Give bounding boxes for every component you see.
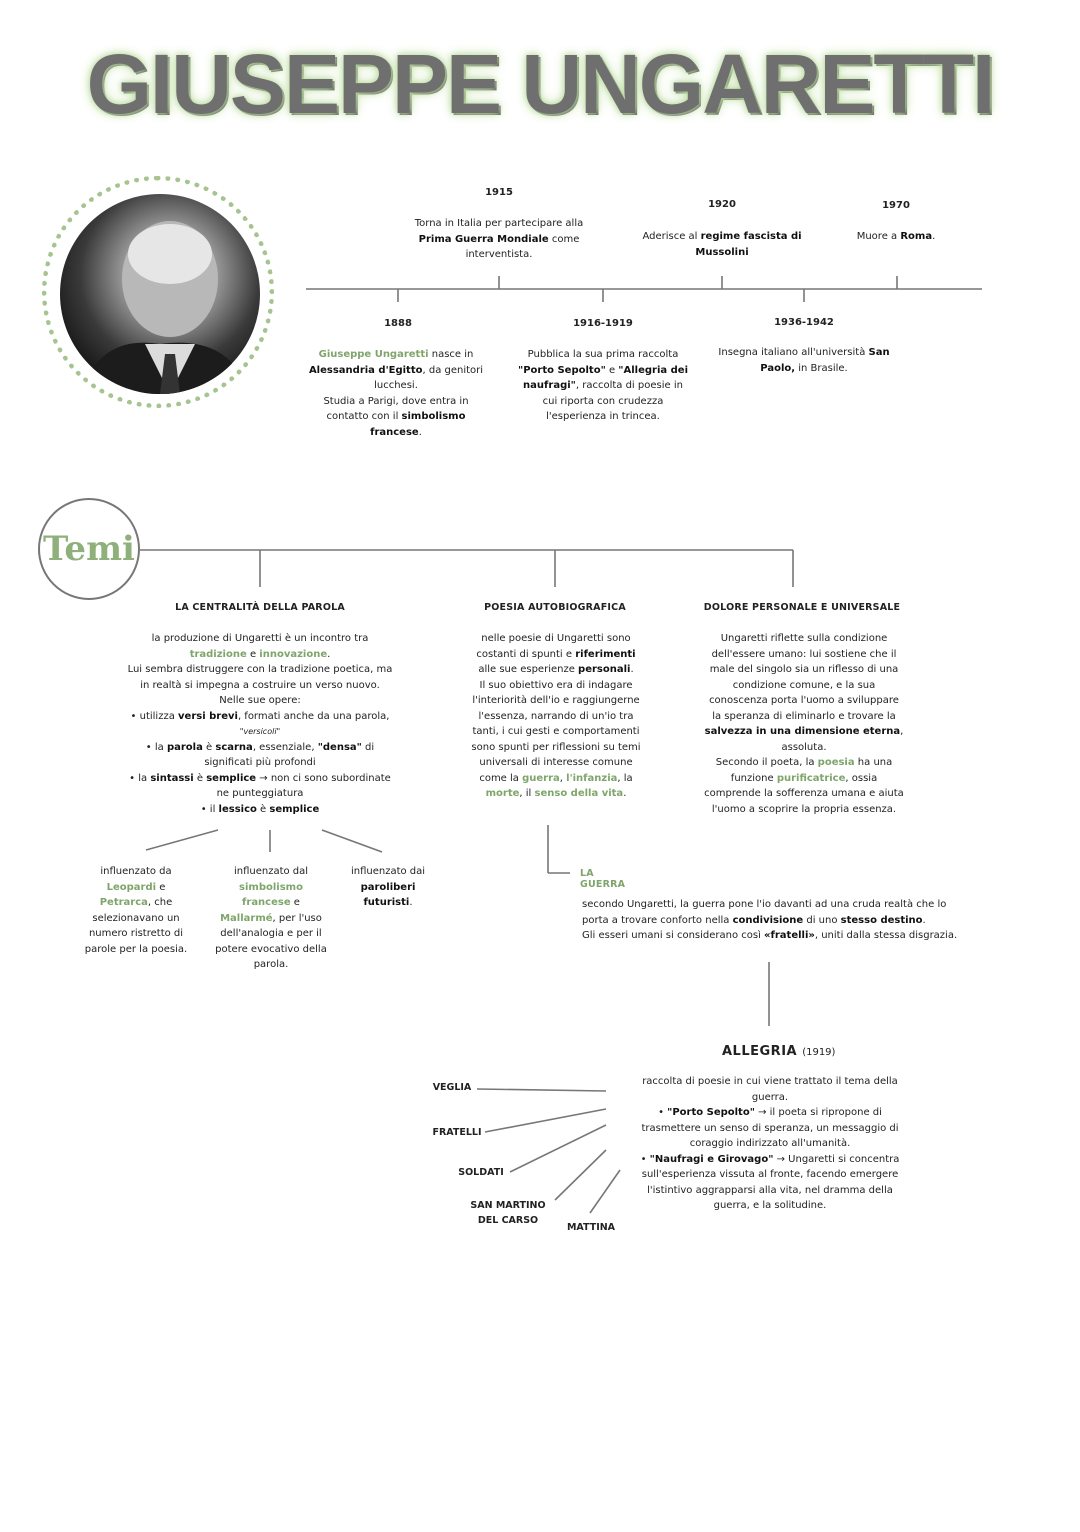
page-title: GIUSEPPE UNGARETTI — [86, 37, 994, 131]
body-centralita: la produzione di Ungaretti è un incontro tra tradizione e innovazione. Lui sembra distruggere con la tradizione poetica, ma in realtà si impegna a costruire un verso nuovo. Nelle sue opere: • utilizza versi brevi, formati anche da una parola, "versicoli" • la parola è scarna, essenziale, "densa" di significati più profondi • la sintassi è semplice → non ci sono subordinate ne punteggiatura • il lessico è semplice — [127, 633, 393, 815]
year-1915: 1915 — [485, 187, 513, 198]
event-1916-1919: Pubblica la sua prima raccolta "Porto Sepolto" e "Allegria dei naufragi", raccolta di poesie in cui riporta con crudezza l'esperienza in trincea. — [518, 349, 688, 422]
event-1920: Aderisce al regime fascista di Mussolini — [642, 231, 802, 258]
influence-simbolismo: influenzato dal simbolismo francese e Mallarmé, per l'uso dell'analogia e per il potere evocativo della parola. — [215, 866, 327, 970]
year-1920: 1920 — [708, 199, 736, 210]
body-dolore: Ungaretti riflette sulla condizione dell'essere umano: lui sostiene che il male del singolo sia un riflesso di una condizione comune, e la sua conoscenza porta l'uomo a sviluppare la speranza di eliminarlo e trovare la salvezza in una dimensione eterna, assoluta. Secondo il poeta, la poesia ha una funzione purificatrice, ossia comprende la sofferenza umana e aiuta l'uomo a scoprire la propria essenza. — [704, 633, 904, 815]
year-1916-1919: 1916-1919 — [573, 318, 633, 329]
poem-fratelli: FRATELLI — [432, 1127, 482, 1138]
heading-dolore: DOLORE PERSONALE E UNIVERSALE — [703, 602, 901, 613]
body-autobiografica: nelle poesie di Ungaretti sono costanti di spunti e riferimenti alle sue esperienze personali. Il suo obiettivo era di indagare l'interiorità dell'io e raggiungerne l'essenza, narrando di un'io tra tanti, i cui gesti e comportamenti sono spunti per riflessioni su temi universali di interesse comune come la guerra, l'infanzia, la morte, il senso della vita. — [471, 633, 641, 799]
influence-futuristi: influenzato dai paroliberi futuristi. — [350, 866, 426, 908]
temi-label: Temi — [38, 498, 140, 600]
allegria-header — [722, 1040, 862, 1059]
poem-mattina: MATTINA — [566, 1222, 616, 1233]
influence-leopardi: influenzato da Leopardi e Petrarca, che selezionavano un numero ristretto di parole per la poesia. — [84, 866, 188, 955]
heading-guerra: LA GUERRA — [580, 868, 626, 890]
event-1888: Giuseppe Ungaretti nasce in Alessandria d'Egitto, da genitori lucchesi. Studia a Parigi, dove entra in contatto con il simbolismo francese. — [308, 349, 484, 438]
body-guerra: secondo Ungaretti, la guerra pone l'io davanti ad una cruda realtà che lo porta a trovare conforto nella condivisione di uno stesso destino. Gli esseri umani si considerano così «fratelli», uniti dalla stessa disgrazia. — [582, 899, 958, 941]
year-1970: 1970 — [882, 200, 910, 211]
heading-centralita: LA CENTRALITÀ DELLA PAROLA — [175, 602, 345, 613]
poem-san-martino: SAN MARTINO DEL CARSO — [470, 1200, 546, 1226]
event-1970: Muore a Roma. — [856, 231, 936, 242]
allegria-body: raccolta di poesie in cui viene trattato il tema della guerra. • "Porto Sepolto" → il poeta si ripropone di trasmettere un senso di speranza, un messaggio di coraggio indirizzato all'umanità. • "Naufragi e Girovago" → Ungaretti si concentra sull'esperienza vissuta al fronte, facendo emergere l'istintivo aggrapparsi alla vita, nel dramma della guerra, e la solitudine. — [640, 1076, 900, 1211]
year-1936-1942: 1936-1942 — [774, 317, 834, 328]
poem-soldati: SOLDATI — [458, 1167, 504, 1178]
poem-veglia: VEGLIA — [432, 1082, 472, 1093]
heading-autobiografica: POESIA AUTOBIOGRAFICA — [484, 602, 626, 613]
allegria-title: ALLEGRIA — [722, 1044, 798, 1059]
year-1888: 1888 — [384, 318, 412, 329]
event-1915: Torna in Italia per partecipare alla Prima Guerra Mondiale come interventista. — [414, 218, 584, 260]
allegria-year: (1919) — [802, 1047, 836, 1058]
event-1936-1942: Insegna italiano all'università San Paolo, in Brasile. — [718, 347, 890, 374]
